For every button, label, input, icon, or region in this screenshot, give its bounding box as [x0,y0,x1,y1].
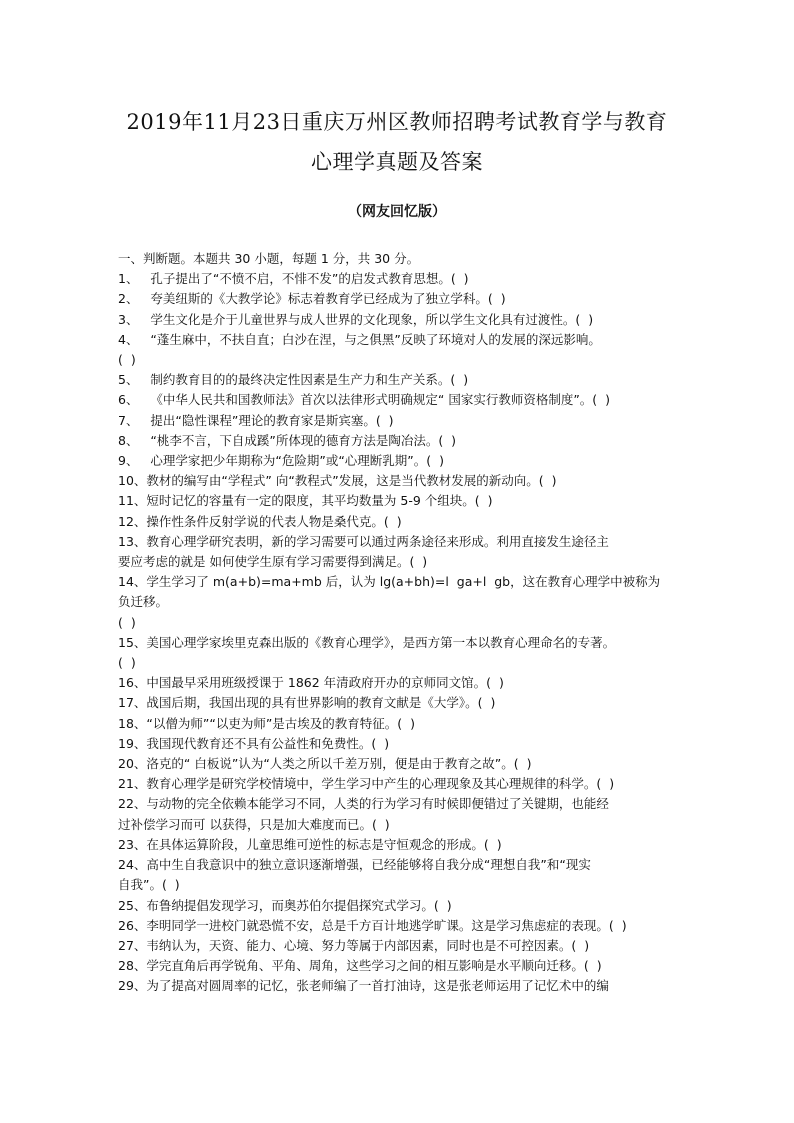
question-line: 11、短时记忆的容量有一定的限度，其平均数量为 5-9 个组块。( ) [118,493,493,509]
question-line: 1、 孔子提出了“不愤不启，不悱不发”的启发式教育思想。( ) [118,271,469,287]
question-line: 要应考虑的就是 如何使学生原有学习需要得到满足。( ) [118,554,428,570]
question-line: 2、 夸美纽斯的《大教学论》标志着教育学已经成为了独立学科。( ) [118,291,506,307]
question-line: 过补偿学习而可 以获得，只是加大难度而已。( ) [118,816,390,832]
question-line: 14、学生学习了 m(a+b)=ma+mb 后，认为 lg(a+bh)=l ga+l gb，这在教育心理学中被称为 [118,574,661,590]
question-line: 5、 制约教育目的的最终决定性因素是生产力和生产关系。( ) [118,372,469,388]
question-line: ( ) [118,655,136,671]
question-line: 16、中国最早采用班级授课于 1862 年清政府开办的京师同文馆。( ) [118,675,504,691]
question-line: 4、 “蓬生麻中，不扶自直；白沙在涅，与之俱黑”反映了环境对人的发展的深远影响。 [118,331,601,347]
question-line: 负迁移。 [118,594,169,610]
question-line: 20、洛克的“ 白板说”认为“人类之所以千差万别，便是由于教育之故”。( ) [118,756,532,772]
question-line: 26、李明同学一进校门就恐慌不安，总是千方百计地逃学旷课。这是学习焦虑症的表现。( ) [118,917,627,933]
question-line: 自我”。( ) [118,877,180,893]
question-line: 一、判断题。本题共 30 小题，每题 1 分，共 30 分。 [118,251,420,266]
question-line: 23、在具体运算阶段，儿童思维可逆性的标志是守恒观念的形成。( ) [118,836,502,852]
question-line: ( ) [118,614,136,630]
question-line: ( ) [118,352,136,368]
question-line: 27、韦纳认为，天资、能力、心境、努力等属于内部因素，同时也是不可控因素。( ) [118,937,590,953]
document-title-line-1: 2019年11月23日重庆万州区教师招聘考试教育学与教育 [126,110,668,134]
question-line: 15、美国心理学家埃里克森出版的《教育心理学》，是西方第一本以教育心理命名的专著。 [118,634,616,650]
question-line: 7、 提出“隐性课程”理论的教育家是斯宾塞。( ) [118,412,394,428]
question-line: 21、教育心理学是研究学校情境中，学生学习中产生的心理现象及其心理规律的科学。( ) [118,776,615,792]
question-line: 17、战国后期，我国出现的具有世界影响的教育文献是《大学》。( ) [118,695,496,711]
question-line: 9、 心理学家把少年期称为“危险期”或“心理断乳期”。( ) [118,453,444,469]
question-list [118,249,694,997]
question-line: 28、学完直角后再学锐角、平角、周角，这些学习之间的相互影响是水平顺向迁移。( ) [118,958,602,974]
question-line: 8、 “桃李不言，下自成蹊”所体现的德育方法是陶冶法。( ) [118,432,457,448]
question-line: 22、与动物的完全依赖本能学习不同，人类的行为学习有时候即便错过了关键期，也能经 [118,796,609,812]
question-line: 25、布鲁纳提倡发现学习，而奥苏伯尔提倡探究式学习。( ) [118,897,452,913]
document-subtitle: （网友回忆版） [348,204,446,220]
question-line: 19、我国现代教育还不具有公益性和免费性。( ) [118,735,390,751]
question-line: 24、高中生自我意识中的独立意识逐渐增强，已经能够将自我分成“理想自我”和“现实 [118,857,591,873]
question-line: 13、教育心理学研究表明，新的学习需要可以通过两条途径来形成。利用直接发生途径主 [118,533,609,549]
question-line: 29、为了提高对圆周率的记忆，张老师编了一首打油诗，这是张老师运用了记忆术中的编 [118,978,609,994]
question-line: 6、 《中华人民共和国教师法》首次以法律形式明确规定“ 国家实行教师资格制度”。( ) [118,392,610,408]
question-line: 3、 学生文化是介于儿童世界与成人世界的文化现象，所以学生文化具有过渡性。( ) [118,311,594,327]
question-line: 18、“以僧为师”“以吏为师”是古埃及的教育特征。( ) [118,715,416,731]
document-title-line-2: 心理学真题及答案 [311,150,483,174]
question-line: 12、操作性条件反射学说的代表人物是桑代克。( ) [118,513,402,529]
question-line: 10、教材的编写由“学程式” 向“教程式”发展，这是当代教材发展的新动向。( ) [118,473,557,489]
